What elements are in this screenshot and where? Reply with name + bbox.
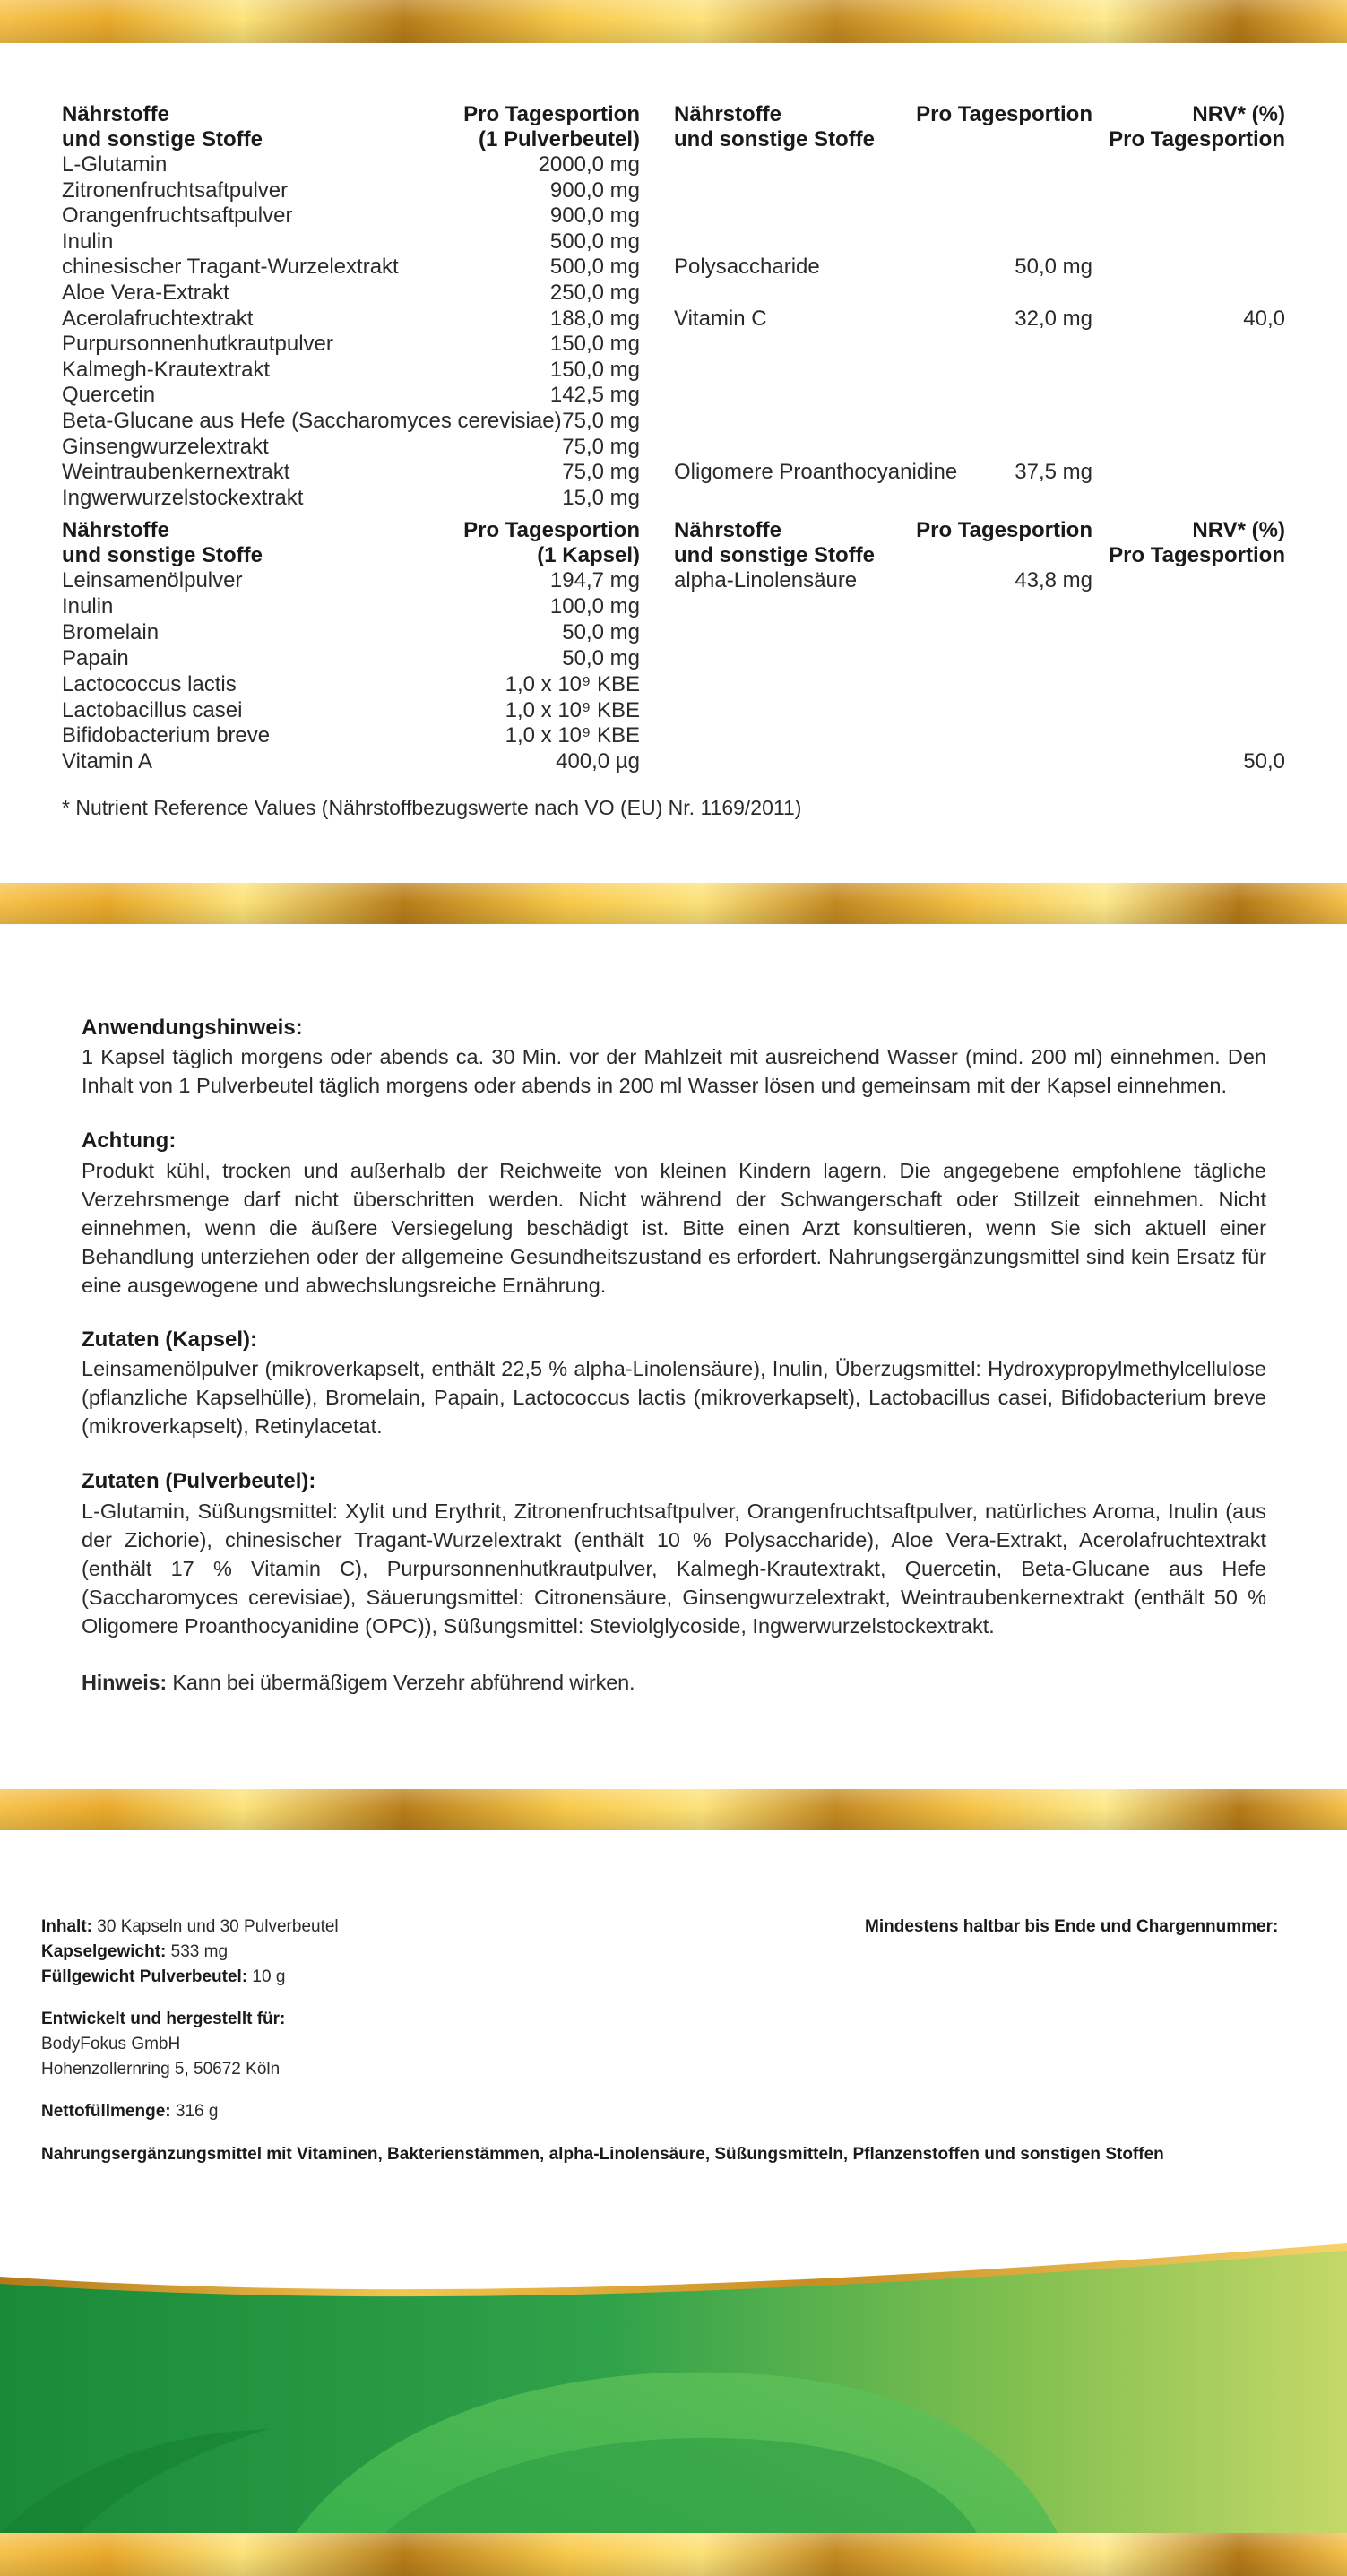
sub-nutrient-amount: 32,0 mg xyxy=(1015,306,1092,331)
company-address: Hohenzollernring 5, 50672 Köln xyxy=(41,2060,281,2079)
nutrient-amount: 1,0 x 10⁹ KBE xyxy=(505,671,640,696)
nutrient-amount: 250,0 mg xyxy=(549,281,640,305)
nutrient-amount: 75,0 mg xyxy=(562,409,640,433)
t1-header-col3: Nährstoffe und sonstige Stoffe xyxy=(674,102,875,151)
nutrient-name: Purpursonnenhutkrautpulver xyxy=(62,332,333,357)
content-value: 30 Kapseln und 30 Pulverbeutel xyxy=(92,1917,339,1936)
nrv-footnote: * Nutrient Reference Values (Nährstoffbezugswerte nach VO (EU) Nr. 1169/2011) xyxy=(62,796,802,819)
nutrient-name: Zitronenfruchtsaftpulver xyxy=(62,177,289,203)
nutrient-amount: 15,0 mg xyxy=(562,485,640,510)
fill-weight-label: Füllgewicht Pulverbeutel: xyxy=(41,1967,248,1986)
nutrient-name: Leinsamenölpulver xyxy=(62,568,243,592)
green-footer-graphic xyxy=(0,2241,1347,2533)
nutrient-amount: 500,0 mg xyxy=(549,229,640,254)
t2-header-col5: NRV* (%) Pro Tagesportion xyxy=(1109,518,1285,567)
capsule-weight-line xyxy=(41,1940,228,1965)
nutrient-name: Weintraubenkernextrakt xyxy=(62,460,290,485)
nutrient-amount: 1,0 x 10⁹ KBE xyxy=(505,723,640,748)
gold-band-1 xyxy=(0,883,1347,924)
net-weight-value: 316 g xyxy=(170,2102,219,2121)
nutrient-name: chinesischer Tragant-Wurzelextrakt xyxy=(62,255,399,280)
nutrient-name: Bifidobacterium breve xyxy=(62,723,271,748)
powder-ingredients-title: Zutaten (Pulverbeutel): xyxy=(82,1469,316,1493)
gold-band-bottom xyxy=(0,2533,1347,2576)
nutrient-amount: 900,0 mg xyxy=(549,177,640,203)
t2-header-col1: Nährstoffe und sonstige Stoffe xyxy=(62,518,263,567)
nutrient-name: L-Glutamin xyxy=(62,152,168,177)
usage-title: Anwendungshinweis: xyxy=(82,1016,303,1040)
gold-band-top xyxy=(0,0,1347,43)
developer-label: Entwickelt und hergestellt für: xyxy=(41,2010,286,2028)
t1-header-col5: NRV* (%) Pro Tagesportion xyxy=(1109,102,1285,151)
nutrient-amount: 150,0 mg xyxy=(549,357,640,382)
nrv-value: 40,0 xyxy=(1243,306,1285,331)
nutrient-name: Inulin xyxy=(62,593,114,618)
sub-nutrient-name: Oligomere Proanthocyanidine xyxy=(674,460,958,485)
sub-nutrient-name: Vitamin C xyxy=(674,306,767,331)
nutrient-amount: 500,0 mg xyxy=(549,255,640,280)
nutrient-name: Papain xyxy=(62,645,129,670)
hint-text: Kann bei übermäßigem Verzehr abführend wirken. xyxy=(167,1671,635,1694)
nutrient-name: Lactococcus lactis xyxy=(62,671,237,696)
sub-nutrient-amount: 43,8 mg xyxy=(1015,568,1092,592)
nutrient-name: Aloe Vera-Extrakt xyxy=(62,281,229,305)
t1-header-col1: Nährstoffe und sonstige Stoffe xyxy=(62,102,263,151)
nutrient-name: Inulin xyxy=(62,229,114,254)
t2-header-col3: Nährstoffe und sonstige Stoffe xyxy=(674,518,875,567)
company-name: BodyFokus GmbH xyxy=(41,2035,181,2053)
capsule-weight-label: Kapselgewicht: xyxy=(41,1942,167,1961)
sub-nutrient-amount: 50,0 mg xyxy=(1015,255,1092,280)
nutrient-amount: 1,0 x 10⁹ KBE xyxy=(505,697,640,722)
t1-header-col2: Pro Tagesportion (1 Pulverbeutel) xyxy=(463,102,640,151)
nutrient-amount: 188,0 mg xyxy=(549,306,640,331)
fill-weight-line xyxy=(41,1965,285,1990)
usage-text: 1 Kapsel täglich morgens oder abends ca. 30 Min. vor der Mahlzeit mit ausreichend Wasser (mind. 200 ml) einnehmen. Den Inhalt von 1 Pulverbeutel täglich morgens oder abends in 200 ml Wasser lösen und gemeinsam mit der Kapsel einnehmen. xyxy=(82,1045,1266,1097)
nutrient-name: Quercetin xyxy=(62,383,156,408)
nutrient-name: Ingwerwurzelstockextrakt xyxy=(62,485,304,510)
nutrient-amount: 150,0 mg xyxy=(549,332,640,357)
nutrient-name: Bromelain xyxy=(62,619,160,644)
nutrient-name: Orangenfruchtsaftpulver xyxy=(62,203,293,229)
sub-nutrient-name: Polysaccharide xyxy=(674,255,820,280)
nutrient-amount: 75,0 mg xyxy=(562,434,640,459)
nutrient-name: Ginsengwurzelextrakt xyxy=(62,434,269,459)
nutrient-amount: 100,0 mg xyxy=(549,593,640,618)
net-weight-line xyxy=(41,2099,218,2124)
net-weight-label: Nettofüllmenge: xyxy=(41,2102,171,2121)
nutrient-name: Beta-Glucane aus Hefe (Saccharomyces cerevisiae) xyxy=(62,409,562,433)
nutrient-amount: 50,0 mg xyxy=(562,619,640,644)
powder-ingredients-text: L-Glutamin, Süßungsmittel: Xylit und Erythrit, Zitronenfruchtsaftpulver, Orangenfruchtsaftpulver, natürliches Aroma, Inulin (aus der Zichorie), chinesischer Tragant-Wurzelextrakt (enthält 10 % Polysaccharide), Aloe Vera-Extrakt, Acerolafruchtextrakt (enthält 17 % Vitamin C), Purpursonnenhutkrautpulver, Kalmegh-Krautextrakt, Quercetin, Beta-Glucane aus Hefe (Saccharomyces cerevisiae), Säuerungsmittel: Citronensäure, Ginsengwurzelextrakt, Weintraubenkernextrakt (enthält 50 % Oligomere Proanthocyanidine (OPC)), Süßungsmittel: Steviolglycoside, Ingwerwurzelstockextrakt. xyxy=(82,1500,1266,1638)
nrv-value: 50,0 xyxy=(1243,749,1285,774)
fill-weight-value: 10 g xyxy=(247,1967,286,1986)
nutrient-amount: 2000,0 mg xyxy=(538,152,640,177)
capsule-weight-value: 533 mg xyxy=(166,1942,229,1961)
warning-title: Achtung: xyxy=(82,1128,177,1153)
nutrient-amount: 400,0 µg xyxy=(556,749,640,774)
content-label: Inhalt: xyxy=(41,1917,92,1936)
nutrient-name: Kalmegh-Krautextrakt xyxy=(62,357,271,382)
nutrient-amount: 50,0 mg xyxy=(562,645,640,670)
hint-label: Hinweis: xyxy=(82,1671,168,1694)
sub-nutrient-amount: 37,5 mg xyxy=(1015,460,1092,485)
gold-band-2 xyxy=(0,1789,1347,1830)
nutrient-amount: 900,0 mg xyxy=(549,203,640,229)
nutrient-amount: 75,0 mg xyxy=(562,460,640,485)
content-line xyxy=(41,1915,339,1940)
t2-header-col2: Pro Tagesportion (1 Kapsel) xyxy=(463,518,640,567)
nutrient-name: Vitamin A xyxy=(62,749,152,774)
nutrient-amount: 194,7 mg xyxy=(549,568,640,592)
capsule-ingredients-text: Leinsamenölpulver (mikroverkapselt, enthält 22,5 % alpha-Linolensäure), Inulin, Überzugsmittel: Hydroxypropylmethylcellulose (pflanzliche Kapselhülle), Bromelain, Papain, Lactococcus lactis (mikroverkapselt), Lactobacillus casei, Bifidobacterium breve (mikroverkapselt), Retinylacetat. xyxy=(82,1357,1266,1438)
nutrient-amount: 142,5 mg xyxy=(549,383,640,408)
capsule-ingredients-title: Zutaten (Kapsel): xyxy=(82,1327,258,1352)
warning-text: Produkt kühl, trocken und außerhalb der Reichweite von kleinen Kindern lagern. Die angegebene empfohlene tägliche Verzehrsmenge darf nicht überschritten werden. Nicht während der Schwangerschaft oder Stillzeit einnehmen. Nicht einnehmen, wenn die äußere Versiegelung beschädigt ist. Bitte einen Arzt konsultieren, wenn Sie sich aktuell einer Behandlung unterziehen oder der allgemeine Gesundheitszustand es erfordert. Nahrungsergänzungsmittel sind kein Ersatz für eine ausgewogene und abwechslungsreiche Ernährung. xyxy=(82,1159,1266,1297)
t1-header-col4: Pro Tagesportion xyxy=(916,102,1092,126)
product-description: Nahrungsergänzungsmittel mit Vitaminen, Bakterienstämmen, alpha-Linolensäure, Süßungsmitteln, Pflanzenstoffen und sonstigen Stoffen xyxy=(41,2145,1164,2164)
t2-header-col4: Pro Tagesportion xyxy=(916,518,1092,542)
sub-nutrient-name: alpha-Linolensäure xyxy=(674,568,858,592)
nutrient-name: Acerolafruchtextrakt xyxy=(62,306,254,331)
hint-line xyxy=(82,1668,1266,1697)
best-before-label: Mindestens haltbar bis Ende und Chargennummer: xyxy=(865,1917,1279,1936)
nutrient-name: Lactobacillus casei xyxy=(62,697,243,722)
